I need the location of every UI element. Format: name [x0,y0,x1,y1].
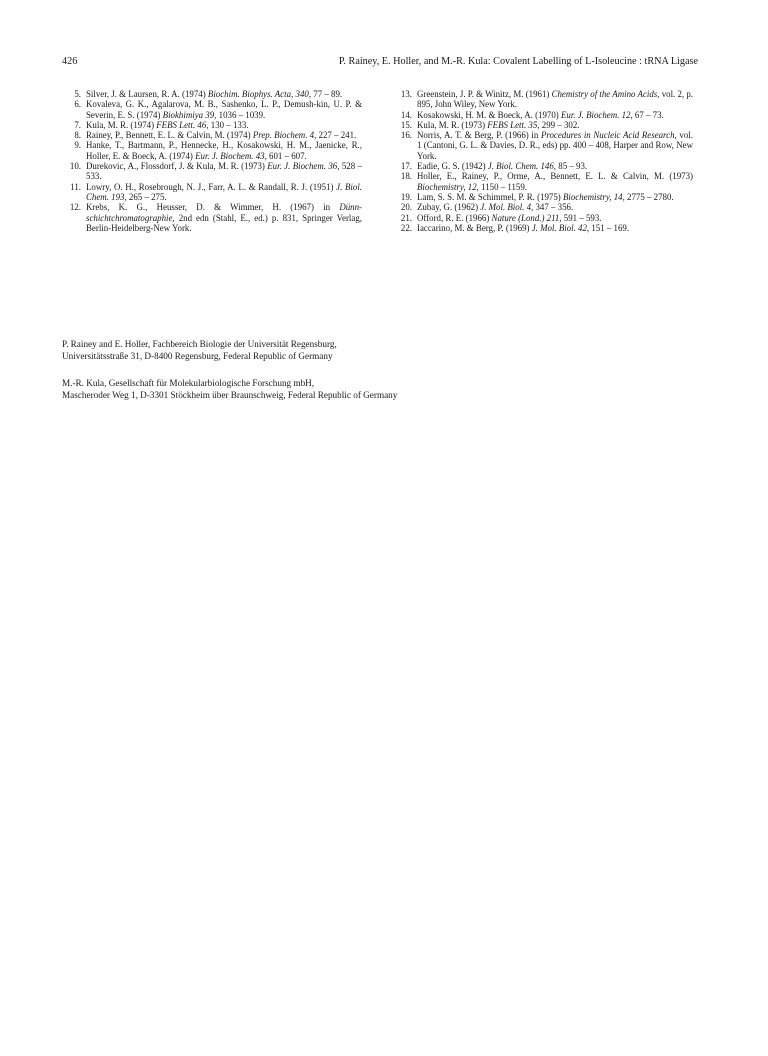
reference-journal: J. Biol. Chem. 193, [86,181,362,202]
reference-text [86,202,362,233]
reference-number: 13. [400,89,412,99]
reference-entry [62,140,362,161]
reference-text [417,192,693,202]
reference-text [417,202,693,212]
reference-part: Kula, M. R. (1974) [86,119,157,130]
reference-number: 20. [400,202,412,213]
reference-text [86,140,362,161]
references-right-column [393,89,693,233]
reference-part: Hanke, T., Bartmann, P., Hennecke, H., Kosakowski, H. M., Jaenicke, R., Holler, E. & Boeck, A. (1974) [86,140,362,161]
reference-journal: FEBS Lett. 46, [156,119,209,130]
reference-part: Durekovic, A., Flossdorf, J. & Kula, M. R. (1973) [86,161,268,172]
reference-text [86,130,362,140]
reference-journal: Eur. J. Biochem. 12, [560,109,633,120]
reference-part: 265 – 275. [126,191,167,202]
reference-entry [393,223,693,233]
reference-part: 347 – 356. [533,202,574,213]
reference-entry [393,120,693,130]
reference-entry [393,213,693,223]
reference-text [417,223,693,233]
reference-entry [393,192,693,202]
reference-number: 10. [69,161,81,172]
reference-number: 7. [74,119,81,130]
reference-part: Holler, E., Rainey, P., Orme, A., Bennett, E. L. & Calvin, M. (1973) [417,171,693,182]
reference-entry [393,161,693,171]
reference-part: 227 – 241. [316,130,357,141]
reference-number: 9. [74,140,81,151]
reference-part: 591 – 593. [561,212,602,223]
reference-entry [62,99,362,120]
reference-part: vol. 2, p. 895, John Wiley, New York. [417,89,694,110]
reference-journal: Procedures in Nucleic Acid Research, [540,130,677,141]
reference-text [86,120,362,130]
reference-text [417,120,693,130]
reference-part: Eadie, G. S. (1942) [417,161,488,172]
reference-number: 22. [400,222,412,233]
reference-journal: Prep. Biochem. 4, [252,130,317,141]
reference-text [417,89,693,110]
reference-entry [62,161,362,182]
reference-number: 18. [400,171,412,182]
affiliation-rainey-holler [62,339,337,362]
reference-part: Silver, J. & Laursen, R. A. (1974) [86,89,208,99]
running-title: P. Rainey, E. Holler, and M.-R. Kula: Covalent Labelling of L-Isoleucine : tRNA Ligase [338,56,698,67]
reference-text [86,89,362,99]
reference-journal: Biochemistry, 12, [417,181,479,192]
affiliation-line: P. Rainey and E. Holler, Fachbereich Biologie der Universität Regensburg, [62,339,337,349]
reference-text [86,161,362,182]
reference-number: 14. [400,109,412,120]
reference-number: 15. [400,119,412,130]
reference-number: 11. [70,181,81,192]
reference-journal: Eur. J. Biochem. 43, [195,150,267,161]
reference-entry [62,202,362,233]
reference-number: 5. [74,89,81,99]
reference-journal: Dünn-schichtchromatographie, [86,202,362,223]
reference-journal: Eur. J. Biochem. 36, [267,161,340,172]
page-number: 426 [62,56,78,67]
reference-part: vol. 1 (Cantoni, G. L. & Davies, D. R., eds) pp. 400 – 408, Harper and Row, New York. [417,130,693,161]
affiliation-line: M.-R. Kula, Gesellschaft für Molekularbiologische Forschung mbH, [62,378,315,388]
reference-journal: J. Mol. Biol. 4, [480,202,534,213]
reference-part: 601 – 607. [266,150,307,161]
reference-journal: Chemistry of the Amino Acids, [551,89,660,99]
reference-part: 2nd edn (Stahl, E., ed.) p. 831, Springer Verlag, Berlin-Heidelberg-New York. [86,212,362,233]
reference-journal: Biochemistry, 14, [562,191,625,202]
reference-entry [62,130,362,140]
reference-part: 130 – 133. [208,119,249,130]
reference-number: 6. [74,99,81,110]
reference-text [417,110,693,120]
reference-part: Zubay, G. (1962) [417,202,481,213]
reference-part: Kula, M. R. (1973) [417,119,488,130]
reference-number: 8. [74,130,81,141]
reference-part: Rainey, P., Bennett, E. L. & Calvin, M. (1974) [86,130,253,141]
reference-text [417,171,693,192]
reference-part: 1036 – 1039. [216,109,266,120]
reference-entry [62,182,362,203]
reference-journal: J. Biol. Chem. 146, [487,161,557,172]
reference-part: Offord, R. E. (1966) [417,212,492,223]
reference-entry [393,171,693,192]
reference-entry [62,120,362,130]
reference-journal: FEBS Lett. 35, [487,119,540,130]
reference-part: Iaccarino, M. & Berg, P. (1969) [417,222,532,233]
reference-part: 67 – 73. [632,109,664,120]
reference-part: 1150 – 1159. [478,181,528,192]
reference-part: Kosakowski, H. M. & Boeck, A. (1970) [417,109,561,120]
reference-part: 77 – 89. [311,89,343,99]
reference-text [86,182,362,203]
affiliation-kula [62,378,397,401]
reference-part: Norris, A. T. & Berg, P. (1966) in [417,130,541,141]
reference-part: 2775 – 2780. [624,191,674,202]
reference-number: 17. [400,161,412,172]
reference-part: Krebs, K. G., Heusser, D. & Wimmer, H. (1967) in [86,202,340,213]
reference-part: Lowry, O. H., Rosebrough, N. J., Farr, A. L. & Randall, R. J. (1951) [86,181,337,192]
reference-part: Lam, S. S. M. & Schimmel, P. R. (1975) [417,191,563,202]
reference-number: 19. [400,191,412,202]
reference-entry [393,202,693,212]
affiliation-line: Mascheroder Weg 1, D-3301 Stöckheim über Braunschweig, Federal Republic of Germany [62,389,398,400]
reference-text [417,161,693,171]
reference-entry [393,89,693,110]
reference-journal: Biochim. Biophys. Acta, 340, [207,89,312,99]
reference-part: 299 – 302. [539,119,580,130]
reference-part: 151 – 169. [589,222,630,233]
reference-number: 21. [400,212,412,223]
reference-part: 85 – 93. [556,161,588,172]
reference-entry [62,89,362,99]
reference-journal: Nature (Lond.) 211, [491,212,562,223]
reference-journal: Biokhimiya 39, [162,109,217,120]
reference-entry [393,110,693,120]
references-left-column [62,89,362,233]
reference-number: 12. [69,202,81,213]
page-header [62,56,698,70]
reference-text [417,213,693,223]
reference-text [86,99,362,120]
reference-text [417,130,693,161]
reference-journal: J. Mol. Biol. 42, [531,222,590,233]
reference-entry [393,130,693,161]
reference-part: Greenstein, J. P. & Winitz, M. (1961) [417,89,552,99]
affiliation-line: Universitätsstraße 31, D-8400 Regensburg, Federal Republic of Germany [62,350,333,361]
reference-number: 16. [400,130,412,141]
reference-part: 528 – 533. [86,161,362,182]
reference-part: Kovaleva, G. K., Agalarova, M. B., Sashenko, L. P., Demush-kin, U. P. & Severin, E. S. (1974) [86,99,362,120]
